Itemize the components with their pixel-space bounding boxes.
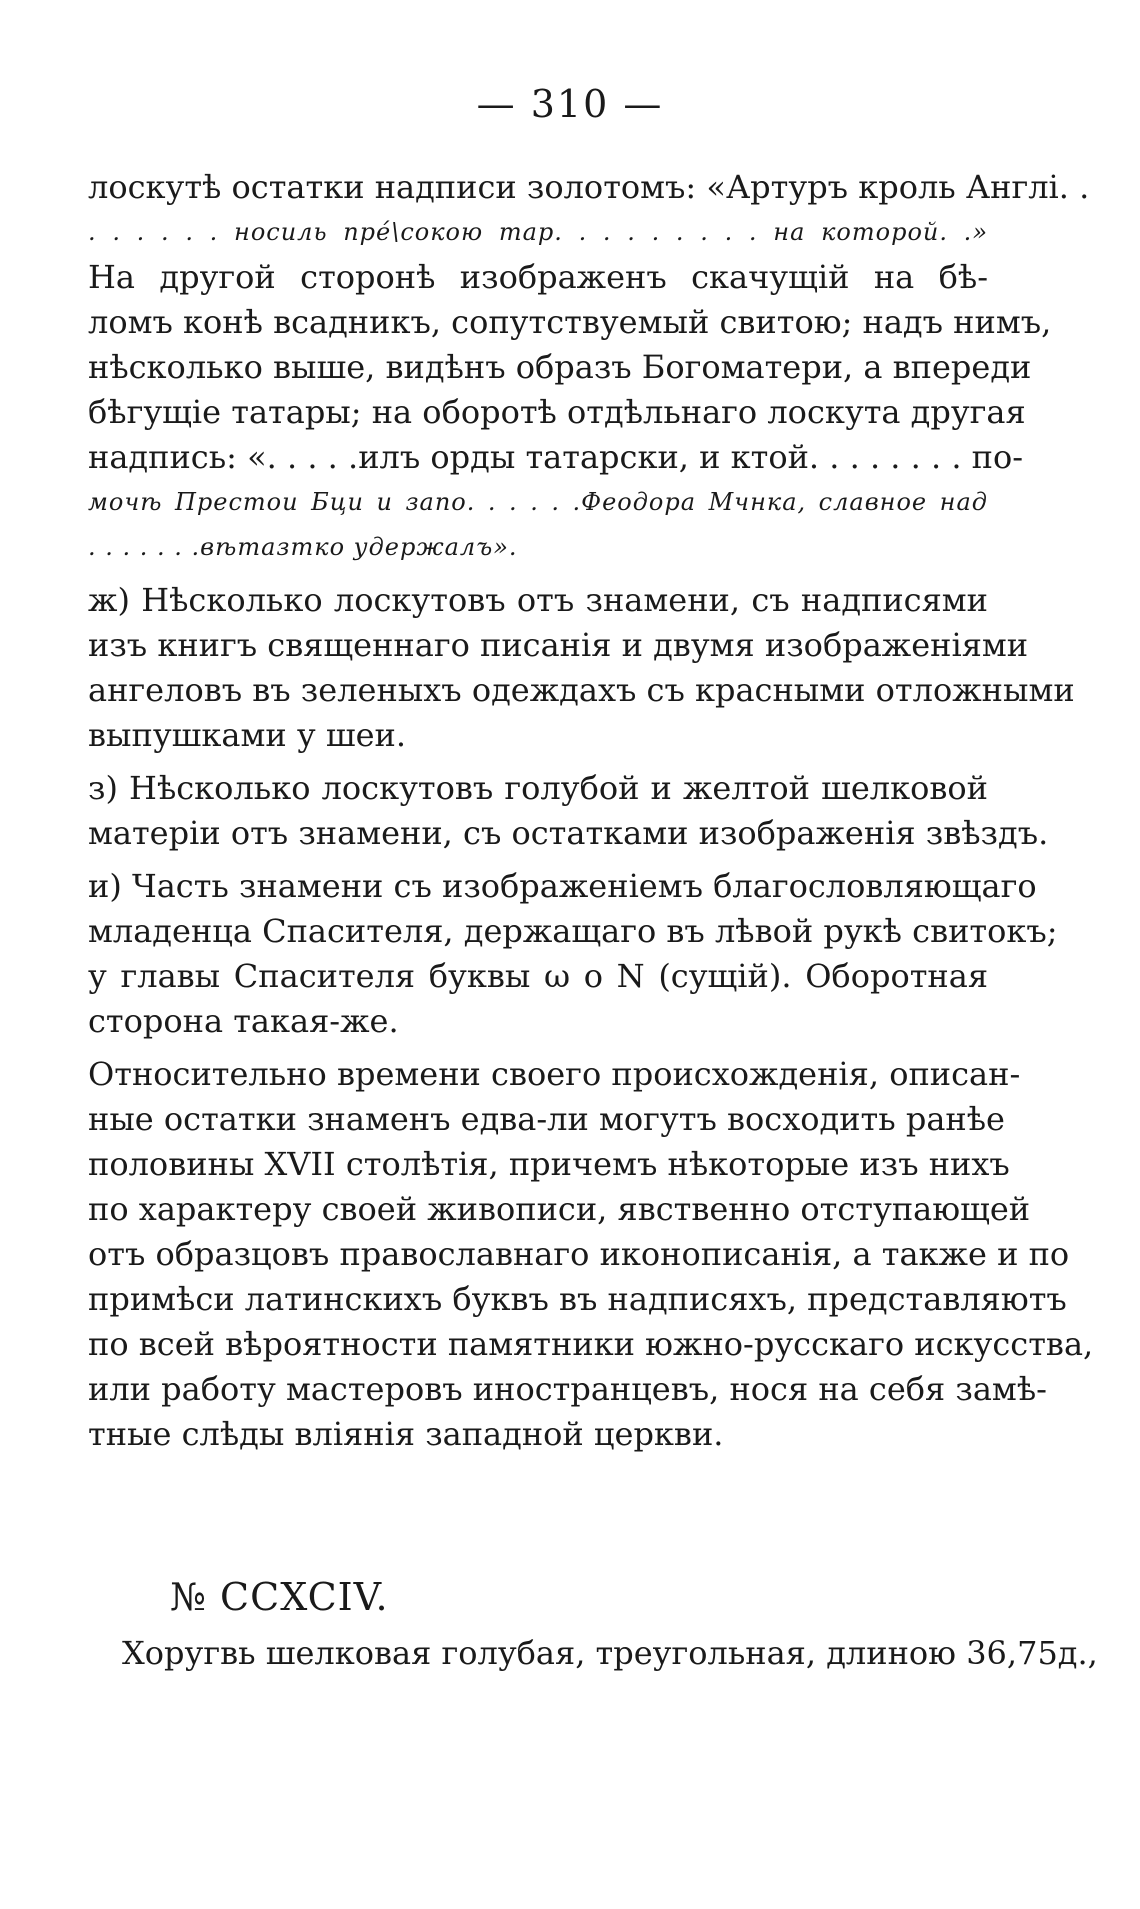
- text-line: ж) Нѣсколько лоскутовъ отъ знамени, съ надписями: [88, 581, 988, 619]
- text-line: и) Часть знамени съ изображеніемъ благословляющаго: [88, 867, 1037, 905]
- paragraph-gap: [88, 856, 988, 864]
- paragraph-gap: [88, 1044, 988, 1052]
- text-line: сторона такая-же.: [88, 1002, 399, 1040]
- text-line: Относительно времени своего происхожденія, описан-: [88, 1055, 1021, 1093]
- text-line: . . . . . . .вѣтазтко удержалъ».: [88, 533, 518, 561]
- text-line: у главы Спасителя буквы ω о N (сущій). Оборотная: [88, 957, 988, 995]
- text-line: ные остатки знаменъ едва-ли могутъ восходить ранѣе: [88, 1100, 1005, 1138]
- text-line: матеріи отъ знамени, съ остатками изображенія звѣздъ.: [88, 814, 1049, 852]
- paragraph-gap: [88, 758, 988, 766]
- text-line: бѣгущіе татары; на оборотѣ отдѣльнаго лоскута другая: [88, 393, 1026, 431]
- text-line: по всей вѣроятности памятники южно-русскаго искусства,: [88, 1325, 1094, 1363]
- text-line: изъ книгъ священнаго писанія и двумя изображеніями: [88, 626, 1029, 664]
- text-line: по характеру своей живописи, явственно отступающей: [88, 1190, 1031, 1228]
- text-line: или работу мастеровъ иностранцевъ, нося на себя замѣ-: [88, 1370, 1047, 1408]
- text-line: ломъ конѣ всадникъ, сопутствуемый свитою; надъ нимъ,: [88, 303, 1052, 341]
- text-line: мочѣ Престои Бци и запо. . . . . .Феодора Мчнка, славное над: [88, 488, 988, 516]
- text-line: лоскутѣ остатки надписи золотомъ: «Артуръ кроль Англі. .: [88, 168, 1090, 206]
- page-number: — 310 —: [476, 82, 664, 126]
- body-text: [88, 165, 1094, 1457]
- paragraph-gap: [88, 570, 988, 578]
- text-line: з) Нѣсколько лоскутовъ голубой и желтой шелковой: [88, 769, 988, 807]
- text-line: выпушками у шеи.: [88, 716, 407, 754]
- text-line: На другой сторонѣ изображенъ скачущій на бѣ-: [88, 258, 988, 296]
- entry-number: № CCXCIV.: [170, 1575, 389, 1619]
- text-line: надпись: «. . . . .илъ орды татарски, и ктой. . . . . . . . по-: [88, 438, 1024, 476]
- text-line: нѣсколько выше, видѣнъ образъ Богоматери, а впереди: [88, 348, 1032, 386]
- text-line: младенца Спасителя, держащаго въ лѣвой рукѣ свитокъ;: [88, 912, 1058, 950]
- entry-description: Хоругвь шелковая голубая, треугольная, длиною 36,75д.,: [122, 1634, 1098, 1672]
- text-line: . . . . . . носиль пре́\сокою тар. . . . . . . . . на которой. .»: [88, 218, 988, 246]
- text-line: примѣси латинскихъ буквъ въ надписяхъ, представляютъ: [88, 1280, 1067, 1318]
- text-line: отъ образцовъ православнаго иконописанія, а также и по: [88, 1235, 1070, 1273]
- text-line: ангеловъ въ зеленыхъ одеждахъ съ красными отложными: [88, 671, 1075, 709]
- text-line: половины XVII столѣтія, причемъ нѣкоторые изъ нихъ: [88, 1145, 1010, 1183]
- text-line: тные слѣды вліянія западной церкви.: [88, 1415, 724, 1453]
